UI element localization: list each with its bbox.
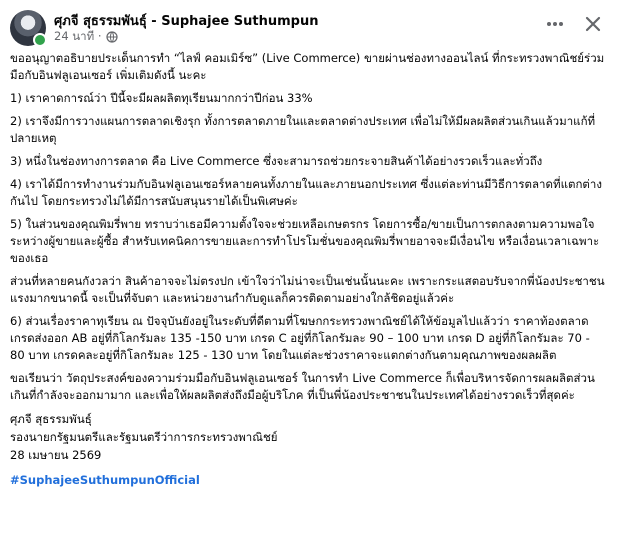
hashtag-link[interactable]: #SuphajeeSuthumpunOfficial xyxy=(10,473,200,487)
paragraph-intro: ขออนุญาตอธิบายประเด็นการทำ “ไลฟ์ คอมเมิร์ซ” (Live Commerce) ขายผ่านช่องทางออนไลน์ ที่กระทรวงพาณิชย์ร่วมมือกับอินฟลูเอนเซอร์ เพิ่มเติมดังนี้ นะคะ xyxy=(10,51,605,82)
post-time[interactable]: 24 นาที · xyxy=(54,29,102,43)
author-name[interactable]: ศุภจี สุธรรมพันธุ์ - Suphajee Suthumpun xyxy=(54,14,319,29)
paragraph-1: 1) เราคาดการณ์ว่า ปีนี้จะมีผลผลิตทุเรียนมากกว่าปีก่อน 33% xyxy=(10,91,313,105)
paragraph-conclusion: ขอเรียนว่า วัตถุประสงค์ของความร่วมมือกับอินฟลูเอนเซอร์ ในการทำ Live Commerce ก็เพื่อบริหารจัดการผลผลิตส่วนเกินที่กำลังจะออกมามาก และเพื่อให้ผลผลิตส่งถึงมือผู้บริโภค ที่เป็นพี่น้องประชาชนในประเทศได้อย่างรวดเร็วที่สุดค่ะ xyxy=(10,371,595,402)
paragraph-3: 3) หนึ่งในช่องทางการตลาด คือ Live Commerce ซึ่งจะสามารถช่วยกระจายสินค้าได้อย่างรวดเร็วและทั่วถึง xyxy=(10,154,543,168)
avatar[interactable] xyxy=(10,10,46,46)
signature-title: รองนายกรัฐมนตรีและรัฐมนตรีว่าการกระทรวงพาณิชย์ xyxy=(10,430,278,444)
paragraph-5: 5) ในส่วนของคุณพิมรี่พาย ทราบว่าเธอมีความตั้งใจจะช่วยเหลือเกษตรกร โดยการซื้อ/ขายเป็นการตกลงตามความพอใจระหว่างผู้ขายและผู้ซื้อ สำหรับเทคนิคการขายและการทำโปรโมชั่นของคุณพิมรี่พายอาจจะมีเงื่อนไข หรือเงื่อนเวลาเฉพาะของเธอ xyxy=(10,217,600,265)
close-icon[interactable] xyxy=(579,10,607,38)
paragraph-4: 4) เราได้มีการทำงานร่วมกับอินฟลูเอนเซอร์หลายคนทั้งภายในและภายนอกประเทศ ซึ่งแต่ละท่านมีวิธีการตลาดที่แตกต่างกันไป โดยกระทรวงไม่ได้มีการสนับสนุนรายได้เป็นพิเศษค่ะ xyxy=(10,177,602,208)
online-status-dot xyxy=(33,33,47,47)
signature-block xyxy=(10,410,606,464)
more-horizontal-icon[interactable] xyxy=(541,10,569,38)
paragraph-2: 2) เราจึงมีการวางแผนการตลาดเชิงรุก ทั้งการตลาดภายในและตลาดต่างประเทศ เพื่อไม่ให้มีผลผลิตส่วนเกินแล้วมาแก้ที่ปลายเหตุ xyxy=(10,114,596,145)
globe-icon xyxy=(106,31,118,43)
paragraph-concern: ส่วนที่หลายคนกังวลว่า สินค้าอาจจะไม่ตรงปก เข้าใจว่าไม่น่าจะเป็นเช่นนั้นนะคะ เพราะกระแสตอบรับจากพี่น้องประชาชนแรงมากขนาดนี้ จะเป็นที่จับตา และหน่วยงานกำกับดูแลก็ควรติดตามอย่างใกล้ชิดอยู่แล้วค่ะ xyxy=(10,274,605,305)
signature-date: 28 เมษายน 2569 xyxy=(10,448,102,462)
post-header xyxy=(10,8,609,44)
paragraph-6: 6) ส่วนเรื่องราคาทุเรียน ณ ปัจจุบันยังอยู่ในระดับที่ดีตามที่โฆษกกระทรวงพาณิชย์ได้ให้ข้อมูลไปแล้วว่า ราคาท้องตลาด เกรดส่งออก AB อยู่ที่กิโลกรัมละ 135 -150 บาท เกรด C อยู่ที่กิโลกรัมละ 90 – 100 บาท เกรด D อยู่ที่กิโลกรัมละ 70 - 80 บาท เกรดคละอยู่ที่กิโลกรัมละ 125 - 130 บาท โดยในแต่ละช่วงราคาจะแตกต่างกันตามคุณภาพของผลผลิต xyxy=(10,314,590,362)
post-body xyxy=(10,50,606,489)
signature-name: ศุภจี สุธรรมพันธุ์ xyxy=(10,412,92,426)
post-meta xyxy=(54,28,118,46)
